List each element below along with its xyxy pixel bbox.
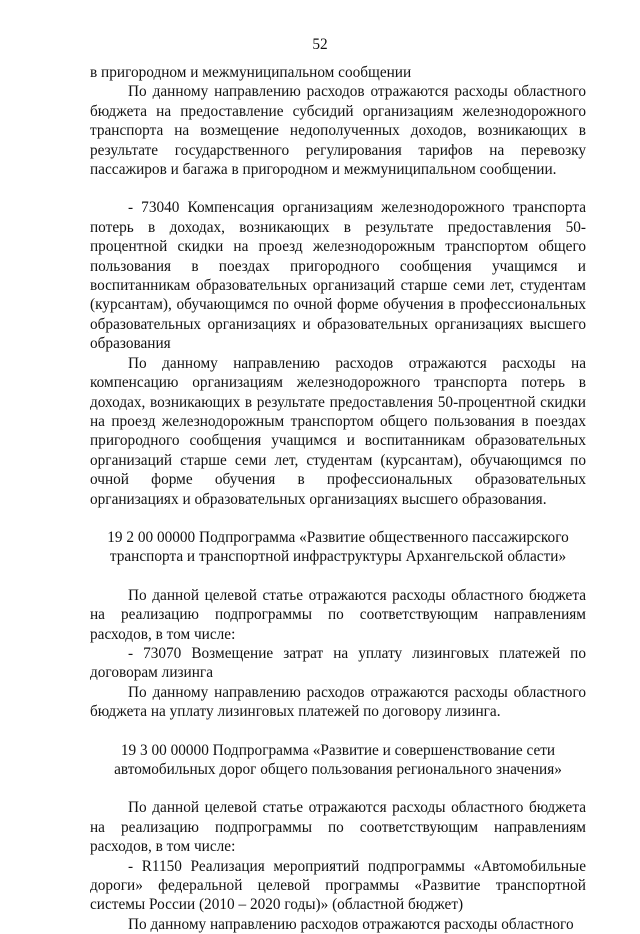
- paragraph-spacer: [90, 779, 586, 798]
- paragraph: По данному направлению расходов отражаются расходы областного бюджета на предоставление субсидий организациям железнодорожного транспорта на возмещение недополученных доходов, возникающих в результате государственного регулирования тарифов на перевозку пассажиров и багажа в пригородном и межмуниципальном сообщении.: [90, 83, 586, 179]
- section-heading: 19 2 00 00000 Подпрограмма «Развитие общественного пассажирского транспорта и транспортной инфраструктуры Архангельской области»: [107, 528, 569, 566]
- paragraph: в пригородном и межмуниципальном сообщении: [90, 64, 412, 81]
- paragraph-spacer: [90, 567, 586, 586]
- paragraph: По данному направлению расходов отражаются расходы областного: [128, 915, 574, 933]
- paragraph: По данному направлению расходов отражаются расходы на компенсацию организациям железнодорожного транспорта потерь в доходах, возникающих в результате предоставления 50-процентной скидки на проезд железнодорожным транспортом общего пользования в поездах пригородного сообщения учащимся и воспитанникам образовательных организаций старше семи лет, студентам (курсантам), обучающимся по очной форме обучения в профессиональных образовательных организациях и образовательных организациях высшего образования.: [90, 354, 586, 508]
- paragraph: - 73040 Компенсация организациям железнодорожного транспорта потерь в доходах, возникающих в результате предоставления 50-процентной скидки на проезд железнодорожным транспортом общего пользования в поездах пригородного сообщения учащимся и воспитанникам образовательных организаций старше семи лет, студентам (курсантам), обучающимся по очной форме обучения в профессиональных образовательных организациях и образовательных организациях высшего образования: [90, 199, 586, 353]
- paragraph: - R1150 Реализация мероприятий подпрограммы «Автомобильные дороги» федеральной целевой программы «Развитие транспортной системы России (2010 – 2020 годы)» (областной бюджет): [90, 857, 586, 914]
- paragraph-spacer: [90, 179, 586, 198]
- section-heading: 19 3 00 00000 Подпрограмма «Развитие и совершенствование сети автомобильных дорог общего пользования регионального значения»: [114, 741, 562, 778]
- paragraph: По данной целевой статье отражаются расходы областного бюджета на реализацию подпрограммы по соответствующим направлениям расходов, в том числе:: [90, 586, 586, 643]
- document-body: [90, 63, 586, 934]
- paragraph: По данной целевой статье отражаются расходы областного бюджета на реализацию подпрограммы по соответствующим направлениям расходов, в том числе:: [90, 799, 586, 856]
- paragraph-spacer: [90, 509, 586, 528]
- paragraph: По данному направлению расходов отражаются расходы областного бюджета на уплату лизинговых платежей по договору лизинга.: [90, 683, 586, 721]
- paragraph-spacer: [90, 722, 586, 741]
- page-number: 52: [312, 36, 328, 53]
- paragraph: - 73070 Возмещение затрат на уплату лизинговых платежей по договорам лизинга: [90, 644, 586, 682]
